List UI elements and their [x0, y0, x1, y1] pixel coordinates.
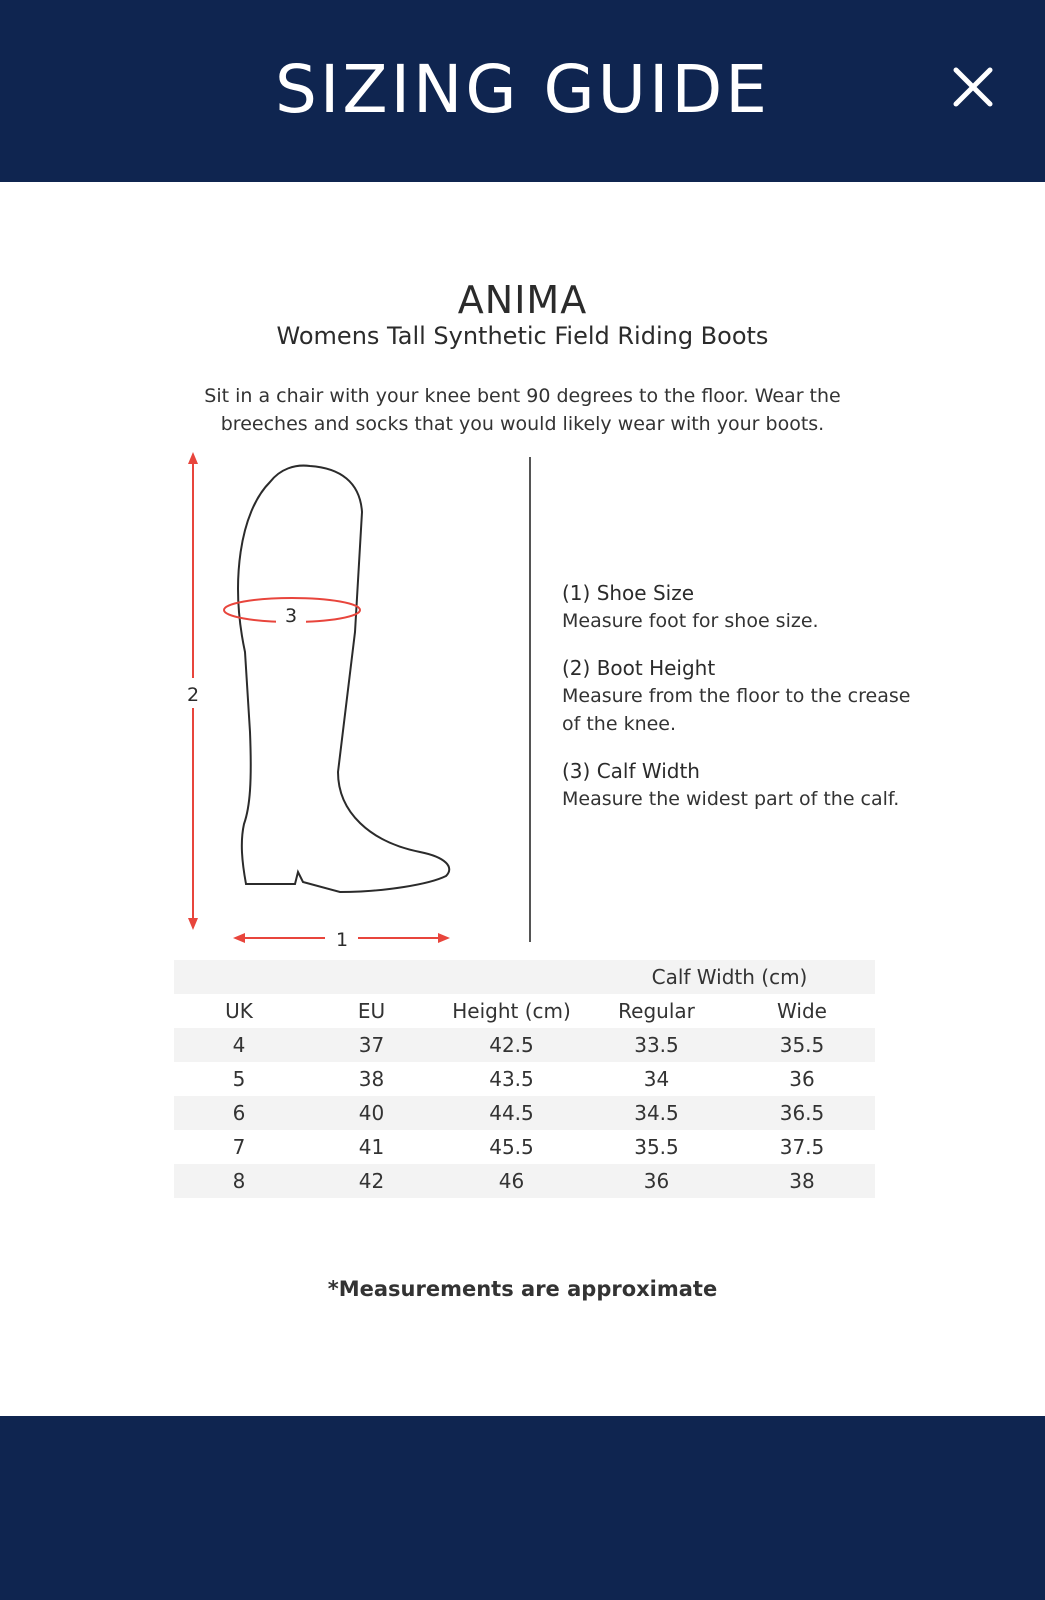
table-cell: 34 [643, 1067, 670, 1091]
vertical-divider [529, 457, 531, 942]
table-cell: 35.5 [729, 1028, 875, 1062]
table-cell: 40 [304, 1096, 439, 1130]
table-cell: 4 [174, 1028, 304, 1062]
footnote: *Measurements are approximate [327, 1277, 718, 1301]
instruction-item [562, 655, 922, 738]
table-row [174, 1062, 875, 1096]
table-cell: 37 [304, 1028, 439, 1062]
table-cell: 33.5 [584, 1028, 729, 1062]
instruction-title: (2) Boot Height [562, 656, 716, 680]
instructions-list [562, 580, 922, 833]
instruction-desc: Measure foot for shoe size. [562, 610, 819, 632]
size-table [174, 960, 875, 1198]
table-cell: 37.5 [779, 1135, 825, 1159]
table-cell: 36 [789, 1067, 815, 1091]
instruction-desc: Measure from the floor to the crease of the knee. [562, 685, 911, 735]
close-icon [948, 62, 998, 112]
table-cell: 8 [174, 1164, 304, 1198]
instruction-item [562, 758, 922, 813]
table-header-row [174, 994, 875, 1028]
table-cell: 46 [439, 1164, 584, 1198]
footer-bar [0, 1416, 1045, 1600]
table-row [174, 1130, 875, 1164]
page-title: SIZING GUIDE [275, 51, 770, 128]
product-name: Womens Tall Synthetic Field Riding Boots [276, 322, 769, 350]
table-row [174, 1028, 875, 1062]
table-cell: 6 [174, 1096, 304, 1130]
instruction-title: (3) Calf Width [562, 759, 700, 783]
content-area [0, 182, 1045, 1416]
foot-arrow-right [438, 933, 450, 943]
table-row [174, 1164, 875, 1198]
column-header: Height (cm) [452, 999, 571, 1023]
label-2: 2 [186, 684, 200, 706]
height-arrow-top [188, 452, 198, 464]
table-cell: 36.5 [729, 1096, 875, 1130]
instruction-item [562, 580, 922, 635]
table-cell: 35.5 [634, 1135, 679, 1159]
table-cell: 38 [729, 1164, 875, 1198]
label-1: 1 [335, 929, 349, 951]
brand-name: ANIMA [457, 278, 588, 322]
header-bar [0, 0, 1045, 182]
table-cell: 7 [232, 1135, 246, 1159]
table-cell: 38 [358, 1067, 385, 1091]
height-arrow-bottom [188, 918, 198, 930]
instruction-desc: Measure the widest part of the calf. [562, 788, 900, 810]
label-3: 3 [284, 605, 298, 627]
table-cell: 44.5 [439, 1096, 584, 1130]
close-button[interactable] [948, 62, 998, 112]
table-cell: 42.5 [439, 1028, 584, 1062]
foot-arrow-left [233, 933, 245, 943]
instruction-title: (1) Shoe Size [562, 581, 695, 605]
boot-icon [170, 452, 470, 952]
column-header: UK [225, 999, 253, 1023]
table-cell: 45.5 [489, 1135, 534, 1159]
column-header: EU [357, 999, 386, 1023]
table-cell: 5 [232, 1067, 246, 1091]
boot-diagram [170, 452, 470, 956]
intro-text: Sit in a chair with your knee bent 90 degrees to the floor. Wear the breeches and socks that you would likely wear with your boots. [204, 385, 841, 435]
table-row [174, 1096, 875, 1130]
table-cell: 41 [358, 1135, 385, 1159]
table-group-header-row [174, 960, 875, 994]
column-header: Regular [618, 999, 695, 1023]
table-cell: 34.5 [584, 1096, 729, 1130]
table-cell: 36 [584, 1164, 729, 1198]
table-cell: 43.5 [489, 1067, 534, 1091]
column-header: Wide [777, 999, 827, 1023]
calf-width-header: Calf Width (cm) [584, 960, 875, 994]
table-cell: 42 [304, 1164, 439, 1198]
